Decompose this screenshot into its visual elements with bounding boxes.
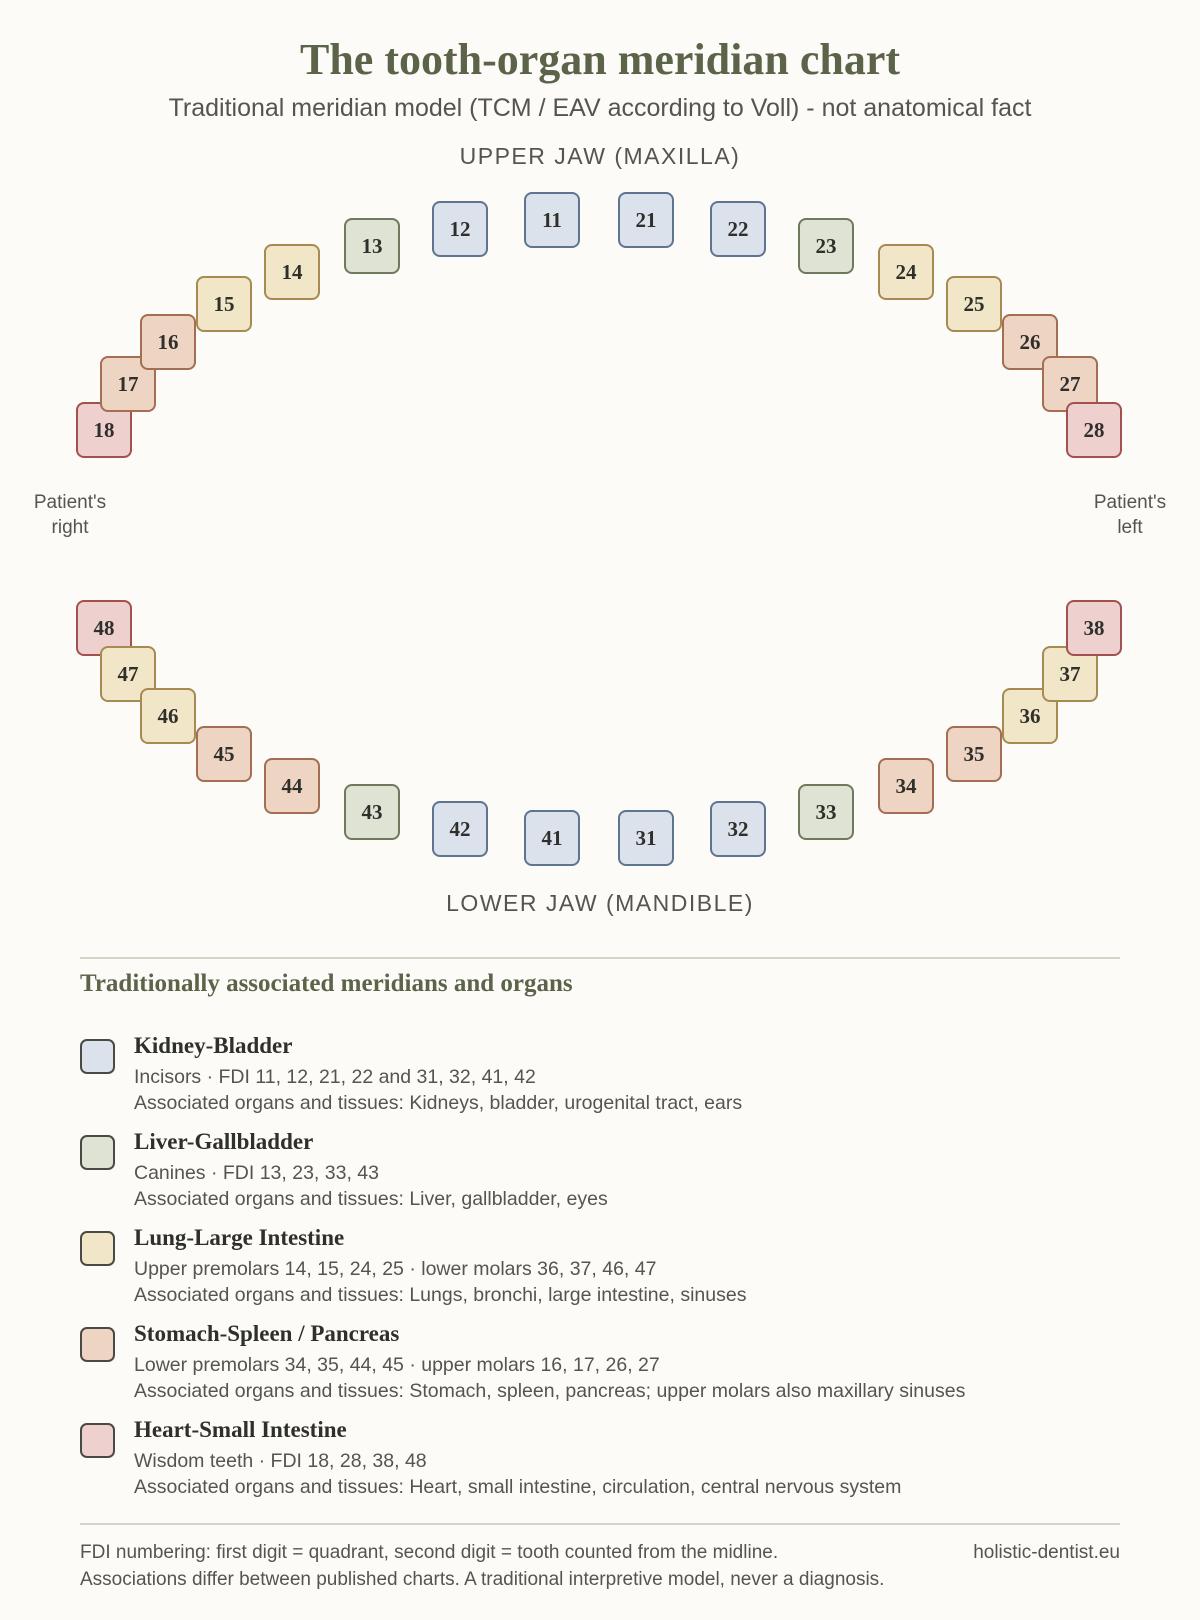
tooth-44: 44 bbox=[264, 758, 320, 814]
lower-jaw-label: LOWER JAW (MANDIBLE) bbox=[446, 890, 754, 916]
legend-name: Liver-Gallbladder bbox=[134, 1129, 314, 1154]
tooth-33: 33 bbox=[798, 784, 854, 840]
page-subtitle: Traditional meridian model (TCM / EAV according to Voll) - not anatomical fact bbox=[168, 94, 1032, 122]
page-title: The tooth-organ meridian chart bbox=[299, 35, 901, 84]
upper-jaw-label: UPPER JAW (MAXILLA) bbox=[459, 143, 741, 169]
legend-item-lung-large-intestine bbox=[80, 1225, 1120, 1315]
tooth-32: 32 bbox=[710, 801, 766, 857]
patient-right-label: Patient's right bbox=[33, 492, 107, 538]
legend-name: Heart-Small Intestine bbox=[134, 1417, 347, 1442]
legend-teeth: Upper premolars 14, 15, 24, 25 · lower molars 36, 37, 46, 47 bbox=[134, 1258, 657, 1280]
tooth-27: 27 bbox=[1042, 356, 1098, 412]
tooth-45: 45 bbox=[196, 726, 252, 782]
legend-organs: Associated organs and tissues: Lungs, bronchi, large intestine, sinuses bbox=[134, 1284, 747, 1306]
tooth-47: 47 bbox=[100, 646, 156, 702]
tooth-22: 22 bbox=[710, 201, 766, 257]
legend-organs: Associated organs and tissues: Kidneys, bladder, urogenital tract, ears bbox=[134, 1092, 743, 1114]
tooth-35: 35 bbox=[946, 726, 1002, 782]
tooth-14: 14 bbox=[264, 244, 320, 300]
tooth-16: 16 bbox=[140, 314, 196, 370]
legend-heading: Traditionally associated meridians and organs bbox=[80, 970, 573, 997]
tooth-37: 37 bbox=[1042, 646, 1098, 702]
tooth-24: 24 bbox=[878, 244, 934, 300]
tooth-17: 17 bbox=[100, 356, 156, 412]
legend-item-kidney-bladder bbox=[80, 1033, 1120, 1123]
tooth-25: 25 bbox=[946, 276, 1002, 332]
tooth-43: 43 bbox=[344, 784, 400, 840]
legend-teeth: Lower premolars 34, 35, 44, 45 · upper molars 16, 17, 26, 27 bbox=[134, 1354, 660, 1376]
tooth-13: 13 bbox=[344, 218, 400, 274]
tooth-42: 42 bbox=[432, 801, 488, 857]
legend-organs: Associated organs and tissues: Heart, small intestine, circulation, central nervous system bbox=[134, 1476, 902, 1498]
legend-item-heart-small-intestine bbox=[80, 1417, 1120, 1507]
tooth-36: 36 bbox=[1002, 688, 1058, 744]
legend-swatch bbox=[80, 1231, 115, 1266]
tooth-12: 12 bbox=[432, 201, 488, 257]
legend-swatch bbox=[80, 1039, 115, 1074]
legend-name: Kidney-Bladder bbox=[134, 1033, 293, 1058]
tooth-34: 34 bbox=[878, 758, 934, 814]
tooth-38: 38 bbox=[1066, 600, 1122, 656]
patient-left-label: Patient's left bbox=[1093, 492, 1167, 538]
footer-note-fdi: FDI numbering: first digit = quadrant, second digit = tooth counted from the midline. bbox=[80, 1542, 779, 1563]
legend-name: Stomach-Spleen / Pancreas bbox=[134, 1321, 400, 1346]
legend-organs: Associated organs and tissues: Stomach, spleen, pancreas; upper molars also maxillary sinuses bbox=[134, 1380, 966, 1402]
footer-divider bbox=[80, 1523, 1120, 1525]
tooth-15: 15 bbox=[196, 276, 252, 332]
footer-site: holistic-dentist.eu bbox=[973, 1542, 1120, 1563]
tooth-11: 11 bbox=[524, 192, 580, 248]
legend-teeth: Incisors · FDI 11, 12, 21, 22 and 31, 32, 41, 42 bbox=[134, 1066, 536, 1088]
legend-name: Lung-Large Intestine bbox=[134, 1225, 345, 1250]
tooth-41: 41 bbox=[524, 810, 580, 866]
footer-note-disclaimer: Associations differ between published charts. A traditional interpretive model, never a diagnosis. bbox=[80, 1569, 885, 1590]
legend-swatch bbox=[80, 1135, 115, 1170]
legend-swatch bbox=[80, 1327, 115, 1362]
tooth-23: 23 bbox=[798, 218, 854, 274]
tooth-26: 26 bbox=[1002, 314, 1058, 370]
legend-swatch bbox=[80, 1423, 115, 1458]
tooth-21: 21 bbox=[618, 192, 674, 248]
tooth-31: 31 bbox=[618, 810, 674, 866]
legend-teeth: Wisdom teeth · FDI 18, 28, 38, 48 bbox=[134, 1450, 427, 1472]
section-divider bbox=[80, 957, 1120, 959]
tooth-48: 48 bbox=[76, 600, 132, 656]
tooth-18: 18 bbox=[76, 402, 132, 458]
tooth-28: 28 bbox=[1066, 402, 1122, 458]
tooth-46: 46 bbox=[140, 688, 196, 744]
legend-teeth: Canines · FDI 13, 23, 33, 43 bbox=[134, 1162, 379, 1184]
legend-item-stomach-spleen bbox=[80, 1321, 1120, 1411]
legend-item-liver-gallbladder bbox=[80, 1129, 1120, 1219]
legend-organs: Associated organs and tissues: Liver, gallbladder, eyes bbox=[134, 1188, 608, 1210]
